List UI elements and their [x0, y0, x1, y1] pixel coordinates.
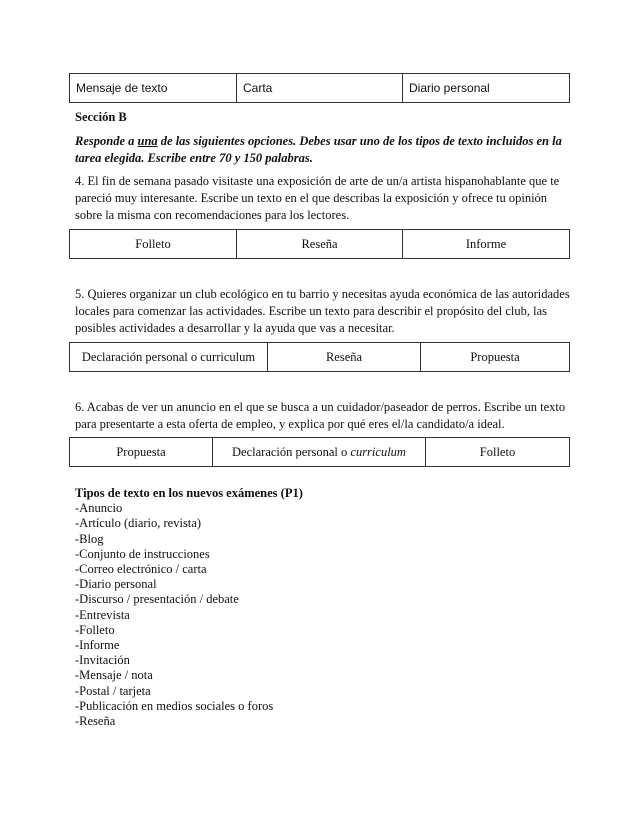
- q6-option-folleto: Folleto: [426, 438, 570, 467]
- table1-cell-diario: Diario personal: [403, 74, 570, 103]
- q6-option-declaracion: [213, 438, 426, 467]
- instruction-underlined: una: [137, 134, 158, 148]
- question-5-options-table: [69, 342, 570, 372]
- question-6-text: 6. Acabas de ver un anuncio en el que se busca a un cuidador/paseador de perros. Escribe un texto para presentarte a esta oferta de empleo, y explica por qué eres el/la candidato/a ideal.: [75, 400, 566, 431]
- question-5-text: 5. Quieres organizar un club ecológico en tu barrio y necesitas ayuda económica de las autoridades locales para comenzar las actividades. Escribe un texto para describir el propósito del club, las posibles actividades a desarrollar y la ayuda que vas a necesitar.: [75, 287, 570, 335]
- list-item: -Reseña: [75, 714, 116, 729]
- list-item: -Publicación en medios sociales o foros: [75, 698, 274, 713]
- section-title: Sección B: [75, 110, 127, 124]
- q5-option-resena: Reseña: [268, 343, 421, 372]
- list-item: -Entrevista: [75, 607, 130, 622]
- list-item: -Diario personal: [75, 577, 157, 592]
- list-item: -Discurso / presentación / debate: [75, 592, 239, 607]
- list-item: -Blog: [75, 531, 104, 546]
- list-item: -Postal / tarjeta: [75, 683, 151, 698]
- text-type-table-1: [69, 73, 570, 103]
- table1-cell-mensaje: Mensaje de texto: [70, 74, 237, 103]
- q6-curriculum-text: curriculum: [350, 444, 406, 459]
- q5-option-propuesta: Propuesta: [421, 343, 570, 372]
- q5-option-declaracion: Declaración personal o curriculum: [70, 343, 268, 372]
- list-item: -Folleto: [75, 622, 115, 637]
- question-4-text: 4. El fin de semana pasado visitaste una exposición de arte de un/a artista hispanohablante que te pareció muy interesante. Escribe un texto en el que describas la exposición y ofrece tu opinión sobre la misma con recomendaciones para los lectores.: [75, 174, 560, 222]
- list-item: -Artículo (diario, revista): [75, 516, 201, 531]
- list-item: -Anuncio: [75, 501, 123, 516]
- instruction-part1: Responde a: [75, 134, 138, 148]
- q4-option-folleto: Folleto: [70, 230, 237, 259]
- list-item: -Conjunto de instrucciones: [75, 546, 210, 561]
- section-instruction: [75, 133, 570, 167]
- q4-option-resena: Reseña: [237, 230, 403, 259]
- q6-declaracion-text: Declaración personal o: [232, 444, 351, 459]
- q6-option-propuesta: Propuesta: [70, 438, 213, 467]
- instruction-part2: de las siguientes opciones. Debes usar uno de los tipos de texto incluidos en la tarea elegida. Escribe entre 70 y 150 palabras.: [75, 134, 562, 165]
- list-item: -Correo electrónico / carta: [75, 562, 207, 577]
- list-item: -Invitación: [75, 653, 130, 668]
- list-item: -Mensaje / nota: [75, 668, 153, 683]
- types-heading: Tipos de texto en los nuevos exámenes (P1): [75, 486, 303, 500]
- question-4-options-table: [69, 229, 570, 259]
- list-item: -Informe: [75, 638, 120, 653]
- text-types-list: [75, 486, 570, 729]
- question-6-options-table: [69, 437, 570, 467]
- table1-cell-carta: Carta: [237, 74, 403, 103]
- q4-option-informe: Informe: [403, 230, 570, 259]
